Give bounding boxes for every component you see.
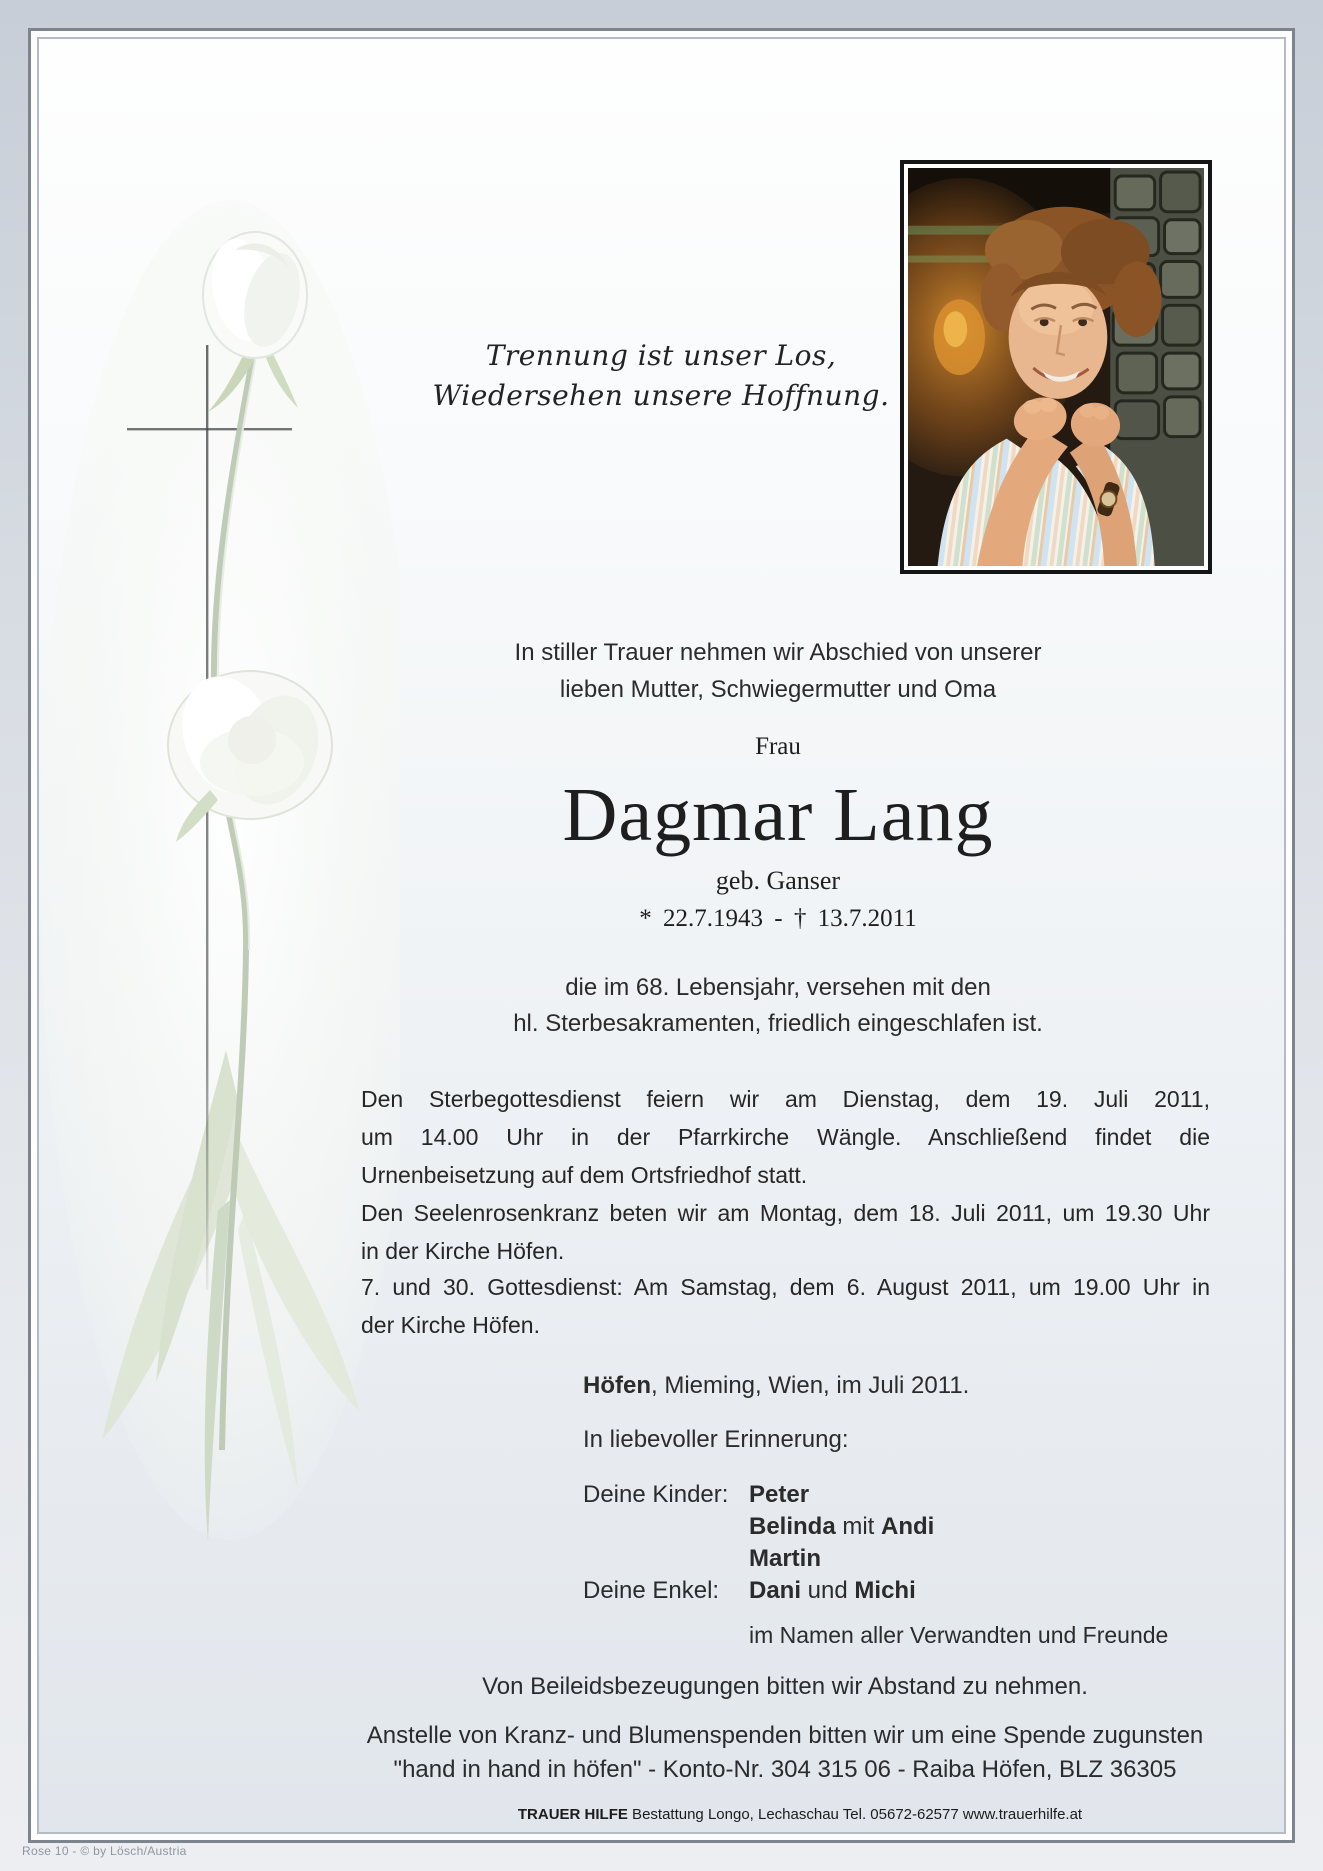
funeral-service-paragraph xyxy=(361,1080,1210,1194)
child-row: Belinda mit Andi xyxy=(749,1513,935,1540)
donation-note-line-1: Anstelle von Kranz- und Blumenspenden bitten wir um eine Spende zugunsten xyxy=(366,1722,1204,1749)
condolence-note: Von Beileidsbezeugungen bitten wir Abstand zu nehmen. xyxy=(482,1673,1088,1700)
rose-credit: Rose 10 - © by Lösch/Austria xyxy=(22,1844,187,1858)
child-row: Martin xyxy=(749,1545,821,1572)
child-row: Peter xyxy=(749,1481,810,1508)
paragraph-line: in der Kirche Höfen. xyxy=(361,1238,565,1264)
intro-line-1: In stiller Trauer nehmen wir Abschied von unserer xyxy=(514,639,1042,666)
life-dates: * 22.7.1943 - † 13.7.2011 xyxy=(639,905,917,932)
funeral-home-line: TRAUER HILFE Bestattung Longo, Lechaschau Tel. 05672-62577 www.trauerhilfe.at xyxy=(517,1806,1083,1823)
intro-text xyxy=(378,634,1178,708)
grandchildren-row: Dani und Michi xyxy=(749,1577,916,1604)
paragraph-line: Den Seelenrosenkranz beten wir am Montag, dem 18. Juli 2011, um 19.30 Uhr xyxy=(361,1200,1210,1226)
paragraph-line: der Kirche Höfen. xyxy=(361,1312,540,1338)
paragraph-line: um 14.00 Uhr in der Pfarrkirche Wängle. Anschließend findet die xyxy=(361,1124,1210,1150)
passing-line-2: hl. Sterbesakramenten, friedlich eingeschlafen ist. xyxy=(513,1010,1043,1037)
quote-line-2: Wiedersehen unsere Hoffnung. xyxy=(432,379,890,412)
paragraph-line: 7. und 30. Gottesdienst: Am Samstag, dem 6. August 2011, um 19.00 Uhr in xyxy=(361,1274,1210,1300)
deceased-name: Dagmar Lang xyxy=(562,773,994,857)
maiden-name: geb. Ganser xyxy=(715,866,841,895)
donation-note-line-2: "hand in hand in höfen" - Konto-Nr. 304 315 06 - Raiba Höfen, BLZ 36305 xyxy=(393,1756,1177,1783)
passing-text xyxy=(378,970,1178,1042)
grandchildren-label: Deine Enkel: xyxy=(583,1577,720,1604)
memorial-quote xyxy=(311,336,1011,416)
children-label: Deine Kinder: xyxy=(583,1481,729,1508)
rosary-paragraph xyxy=(361,1194,1210,1270)
memorial-mass-paragraph xyxy=(361,1268,1210,1344)
funeral-home-name: TRAUER HILFE xyxy=(517,1806,628,1823)
quote-line-1: Trennung ist unser Los, xyxy=(485,339,837,372)
place-date-line: Höfen, Mieming, Wien, im Juli 2011. xyxy=(583,1372,970,1399)
intro-line-2: lieben Mutter, Schwiegermutter und Oma xyxy=(559,676,997,703)
on-behalf-line: im Namen aller Verwandten und Freunde xyxy=(749,1622,1169,1648)
place-name: Höfen xyxy=(583,1372,651,1399)
salutation: Frau xyxy=(755,733,801,760)
paragraph-line: Urnenbeisetzung auf dem Ortsfriedhof statt. xyxy=(361,1162,808,1188)
passing-line-1: die im 68. Lebensjahr, versehen mit den xyxy=(565,974,991,1001)
paragraph-line: Den Sterbegottesdienst feiern wir am Dienstag, dem 19. Juli 2011, xyxy=(361,1086,1210,1112)
memory-line: In liebevoller Erinnerung: xyxy=(583,1426,849,1453)
